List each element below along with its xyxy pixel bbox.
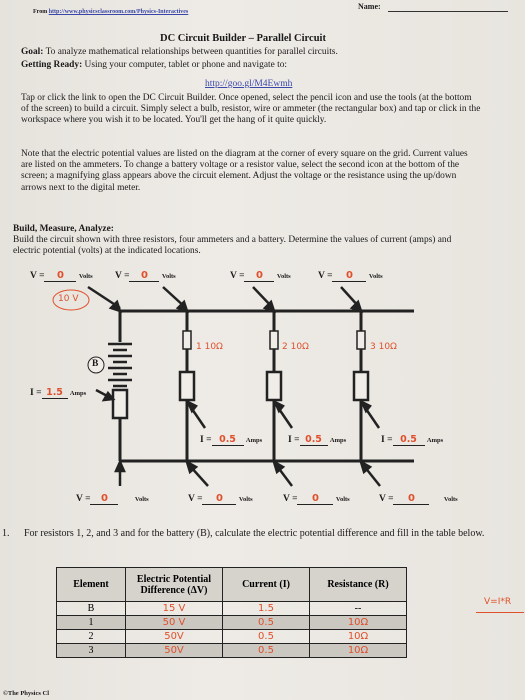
resistor-1 — [183, 331, 191, 349]
resistor-3-label: 3 10Ω — [370, 342, 397, 352]
build-paragraph — [13, 224, 473, 258]
getting-ready-label: Getting Ready: — [21, 60, 83, 70]
bottom-voltage-1-value: 0 — [90, 493, 118, 505]
current-r1: I = 0.5 Amps — [200, 434, 263, 445]
top-voltage-3-value: 0 — [244, 270, 274, 282]
resistor-2-label: 2 10Ω — [282, 342, 309, 352]
table-row — [57, 616, 407, 630]
bottom-voltage-2-value: 0 — [202, 493, 236, 505]
getting-ready-paragraph — [21, 60, 481, 71]
cell-potential[interactable]: 15 V — [126, 602, 223, 616]
bottom-voltage-2: V = 0 Volts — [188, 493, 253, 504]
cell-current[interactable]: 0.5 — [223, 616, 310, 630]
ammeter-3 — [354, 372, 368, 400]
cell-element: 2 — [57, 630, 126, 644]
battery-voltage-annotation: 10 V — [58, 294, 79, 304]
circuit-diagram — [0, 280, 525, 490]
cell-current[interactable]: 1.5 — [223, 602, 310, 616]
ammeter-left — [113, 390, 127, 418]
getting-ready-text: Using your computer, tablet or phone and navigate to: — [84, 60, 287, 70]
table-row — [57, 602, 407, 616]
build-label: Build, Measure, Analyze: — [13, 224, 114, 234]
question-text: For resistors 1, 2, and 3 and for the battery (B), calculate the electric potential difference and fill in the table below. — [24, 528, 485, 539]
question-number: 1. — [2, 528, 10, 539]
cell-element: B — [57, 602, 126, 616]
results-table — [56, 567, 407, 658]
cell-element: 3 — [57, 644, 126, 658]
current-r2: I = 0.5 Amps — [288, 434, 347, 445]
top-voltage-3: V = 0 Volts — [230, 270, 291, 281]
cell-resistance[interactable]: 10Ω — [310, 630, 407, 644]
current-arrows — [96, 390, 379, 428]
table-row — [57, 630, 407, 644]
header-element: Element — [57, 568, 126, 602]
circuit-builder-link[interactable]: http://goo.gl/M4Ewmh — [205, 79, 293, 89]
note-paragraph: Note that the electric potential values are listed on the diagram at the corner of every square on the grid. Current values are listed on the ammeters. To change a battery voltage or a resistor value, select the second icon at the bottom of the screen; a magnifying glass appears above the circuit element. Adjust the voltage or the resistance using the up/down arrows next to the digital meter. — [21, 149, 468, 193]
goal-paragraph — [21, 47, 481, 58]
side-note-underline — [476, 612, 524, 613]
bottom-voltage-3-value: 0 — [297, 493, 333, 505]
battery — [108, 344, 132, 386]
bottom-voltage-4-value: 0 — [393, 493, 429, 505]
build-text: Build the circuit shown with three resistors, four ammeters and a battery. Determine the values of current (amps) and electric potential (volts) at the indicated locations. — [13, 235, 452, 257]
current-left: I = 1.5 Amps — [30, 387, 87, 398]
header-potential: Electric Potential Difference (ΔV) — [126, 568, 223, 602]
name-label: Name: — [358, 2, 381, 11]
current-left-value: 1.5 — [42, 387, 68, 399]
cell-potential[interactable]: 50 V — [126, 616, 223, 630]
cell-potential[interactable]: 50V — [126, 644, 223, 658]
bottom-voltage-3: V = 0 Volts — [283, 493, 350, 504]
bottom-voltage-1: V = 0 Volts — [76, 493, 149, 504]
top-voltage-2: V = 0 Volts — [115, 270, 176, 281]
bottom-voltage-4: V = 0 Volts — [379, 493, 458, 504]
instructions-paragraph: Tap or click the link to open the DC Circuit Builder. Once opened, select the pencil icon and use the tools (at the bottom of the screen) to build a circuit. Simply select a bulb, resistor, wire or ammeter (the rectangular box) and tap or click in the workspace where you wish it to be located. You'll get the hang of it quite quickly. — [21, 93, 481, 126]
cell-current[interactable]: 0.5 — [223, 630, 310, 644]
cell-current[interactable]: 0.5 — [223, 644, 310, 658]
ammeter-2 — [267, 372, 281, 400]
goal-label: Goal: — [21, 47, 44, 57]
ammeter-1 — [180, 372, 194, 400]
cell-resistance[interactable]: 10Ω — [310, 616, 407, 630]
cell-element: 1 — [57, 616, 126, 630]
top-arrows — [88, 287, 361, 311]
cell-potential[interactable]: 50V — [126, 630, 223, 644]
source-link[interactable]: http://www.physicsclassroom.com/Physics-Interactives — [48, 9, 189, 15]
current-r2-value: 0.5 — [300, 434, 328, 446]
resistor-2 — [270, 331, 278, 349]
cell-resistance[interactable]: -- — [310, 602, 407, 616]
current-r1-value: 0.5 — [212, 434, 244, 446]
side-note: V=I*R — [484, 597, 512, 607]
name-line — [388, 11, 508, 12]
header-current: Current (I) — [223, 568, 310, 602]
top-voltage-1: V = 0 Volts — [30, 270, 93, 281]
resistor-1-label: 1 10Ω — [196, 342, 223, 352]
bottom-arrows — [116, 462, 380, 486]
footer-copyright: ©The Physics Cl — [3, 690, 50, 697]
battery-label: B — [92, 359, 99, 369]
top-voltage-4: V = 0 Volts — [318, 270, 383, 281]
cell-resistance[interactable]: 10Ω — [310, 644, 407, 658]
current-r3-value: 0.5 — [393, 434, 425, 446]
source-line: From http://www.physicsclassroom.com/Physics-Interactives — [33, 9, 189, 15]
page-title: DC Circuit Builder – Parallel Circuit — [160, 33, 326, 44]
goal-text: To analyze mathematical relationships between quantities for parallel circuits. — [45, 47, 338, 57]
resistor-3 — [357, 331, 365, 349]
header-resistance: Resistance (R) — [310, 568, 407, 602]
top-voltage-4-value: 0 — [332, 270, 366, 282]
table-row — [57, 644, 407, 658]
current-r3: I = 0.5 Amps — [381, 434, 444, 445]
top-voltage-1-value: 0 — [44, 270, 76, 282]
top-voltage-2-value: 0 — [129, 270, 159, 282]
table-header-row — [57, 568, 407, 602]
